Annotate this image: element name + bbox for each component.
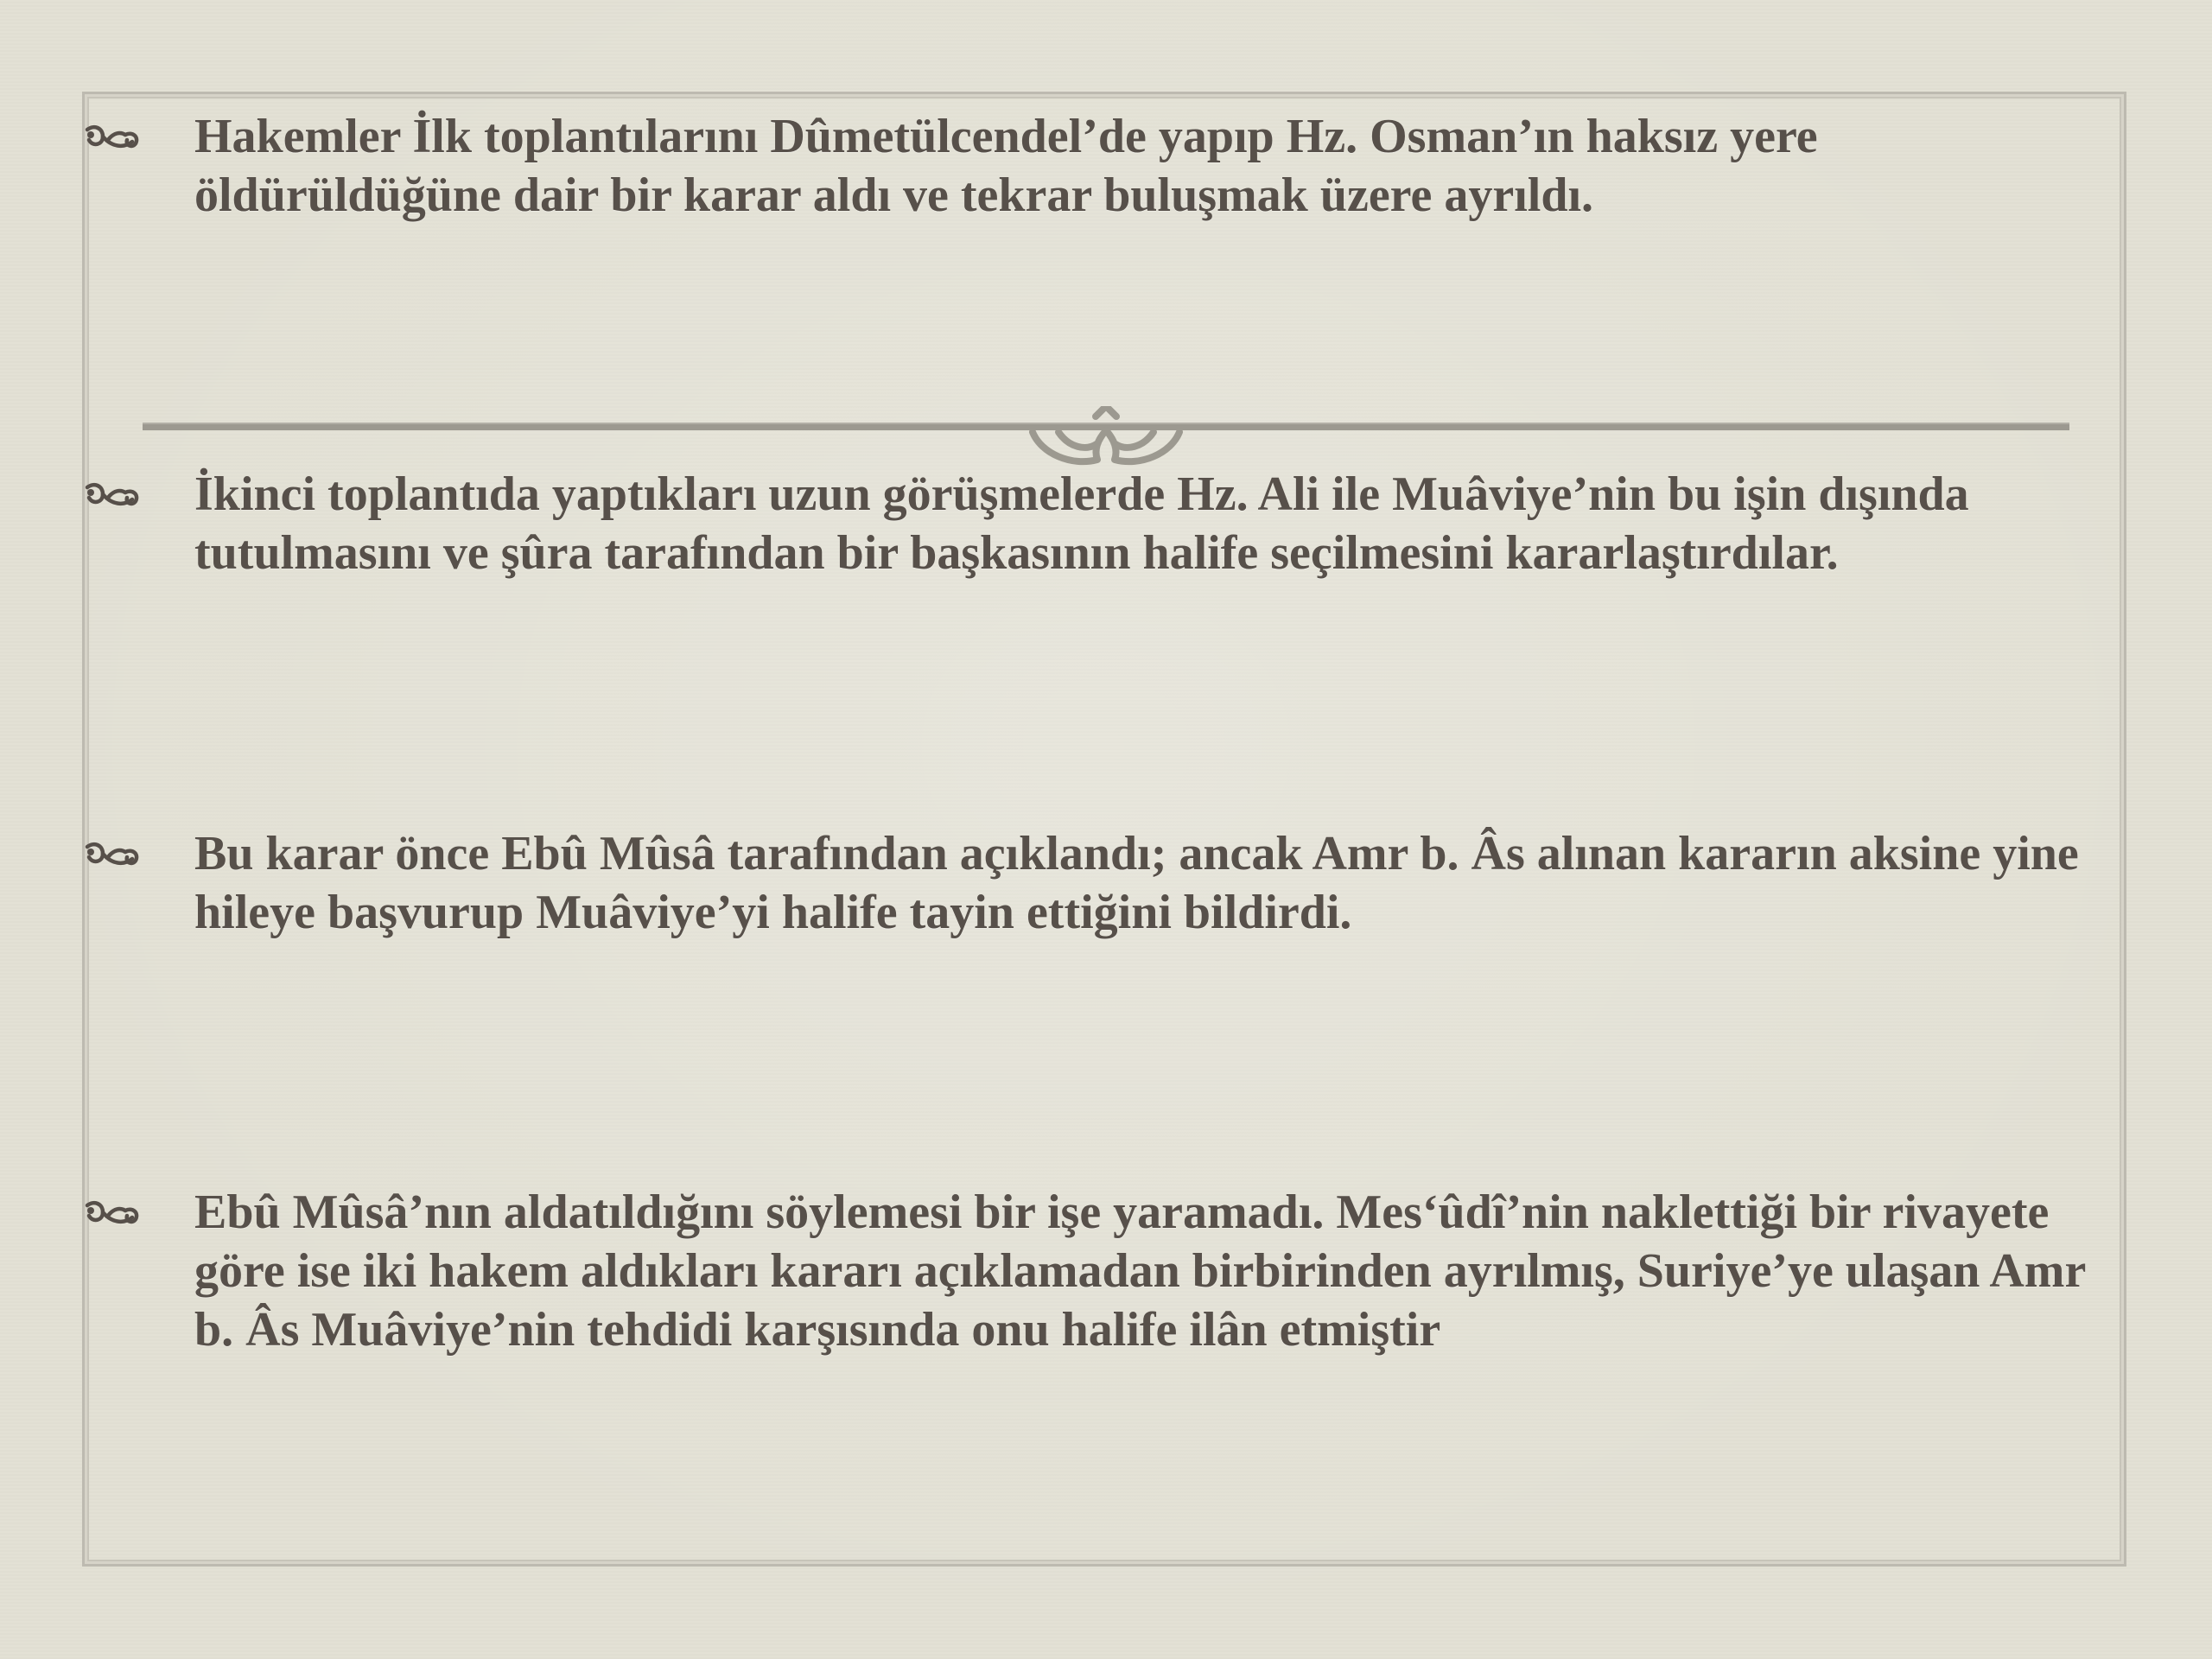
fleuron-icon	[82, 121, 144, 156]
bullet-text: Bu karar önce Ebû Mûsâ tarafından açıklandı; ancak Amr b. Âs alınan kararın aksine yine hileye başvurup Muâviye’yi halife tayin ettiğini bildirdi.	[194, 827, 2079, 939]
fleuron-icon	[82, 1197, 144, 1231]
fleuron-icon	[82, 838, 144, 873]
bullet-text: Hakemler İlk toplantılarını Dûmetülcendel’de yapıp Hz. Osman’ın haksız yere öldürüldüğüne dair bir karar aldı ve tekrar buluşmak üzere ayrıldı.	[194, 110, 1818, 222]
bullet-text: İkinci toplantıda yaptıkları uzun görüşmelerde Hz. Ali ile Muâviye’nin bu işin dışında tutulmasını ve şûra tarafından bir başkasının halife seçilmesini kararlaştırdılar.	[194, 467, 1969, 580]
bullet-text: Ebû Mûsâ’nın aldatıldığını söylemesi bir işe yaramadı. Mes‘ûdî’nin naklettiği bir rivayete göre ise iki hakem aldıkları kararı açıklamadan birbirinden ayrılmış, Suriye’ye ulaşan Amr b. Âs Muâviye’nin tehdidi karşısında onu halife ilân etmiştir	[194, 1185, 2086, 1357]
fleuron-icon	[82, 479, 144, 513]
